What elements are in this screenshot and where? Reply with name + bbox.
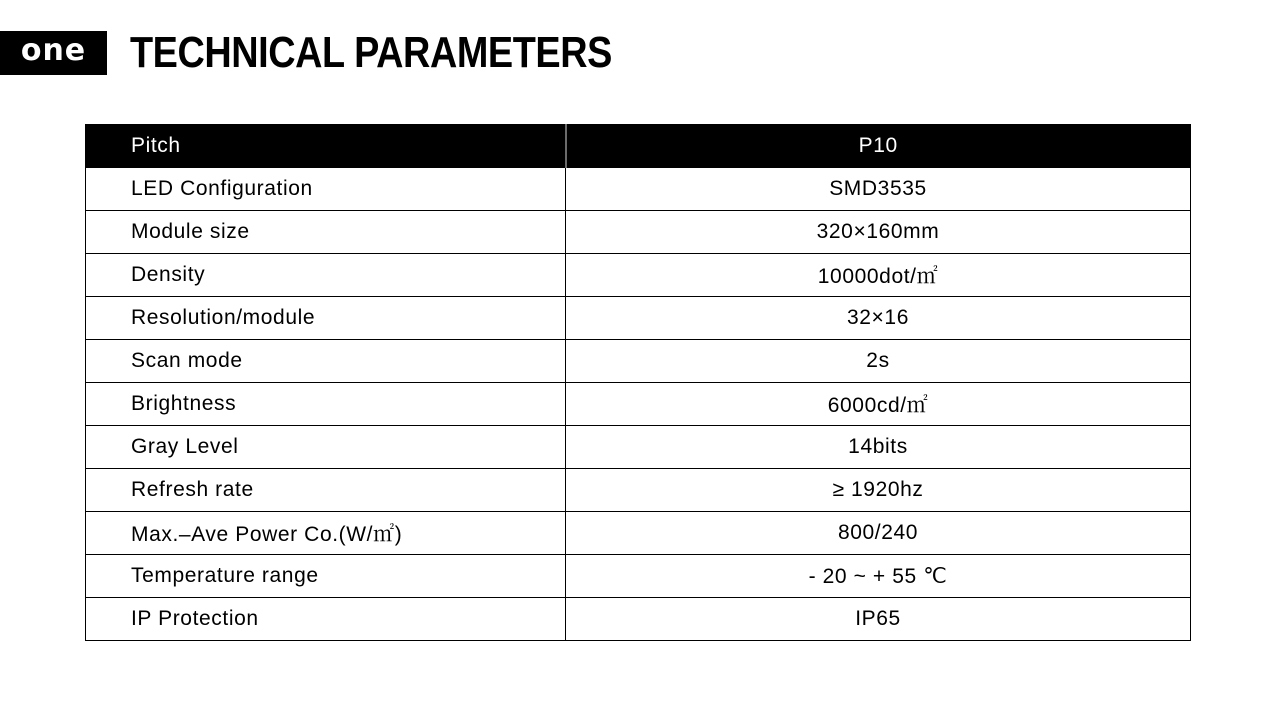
spec-row-power [86, 512, 1191, 555]
section-badge [0, 31, 107, 75]
spec-label: Scan mode [86, 340, 566, 383]
spec-label: Resolution/module [86, 297, 566, 340]
spec-label: Brightness [86, 383, 566, 426]
spec-row-led-configuration [86, 168, 1191, 211]
spec-value: 32×16 [566, 297, 1191, 340]
spec-row-pitch [86, 125, 1191, 168]
spec-label: Pitch [86, 125, 566, 168]
spec-value: 10000dot/㎡ [566, 254, 1191, 297]
spec-value: 14bits [566, 426, 1191, 469]
spec-value: 2s [566, 340, 1191, 383]
spec-value: IP65 [566, 598, 1191, 641]
spec-row-ip-protection [86, 598, 1191, 641]
spec-label: Max.–Ave Power Co.(W/㎡) [86, 512, 566, 555]
spec-row-density [86, 254, 1191, 297]
spec-label: LED Configuration [86, 168, 566, 211]
spec-row-gray-level [86, 426, 1191, 469]
spec-row-resolution [86, 297, 1191, 340]
spec-value: P10 [566, 125, 1191, 168]
spec-table [85, 124, 1191, 641]
spec-value: - 20 ~ + 55 ℃ [566, 555, 1191, 598]
spec-label: IP Protection [86, 598, 566, 641]
spec-row-scan-mode [86, 340, 1191, 383]
spec-row-brightness [86, 383, 1191, 426]
section-badge-label: one [20, 33, 87, 68]
spec-row-refresh-rate [86, 469, 1191, 512]
spec-value: 320×160mm [566, 211, 1191, 254]
spec-value: SMD3535 [566, 168, 1191, 211]
spec-row-module-size [86, 211, 1191, 254]
page-title: TECHNICAL PARAMETERS [130, 28, 612, 77]
spec-label: Gray Level [86, 426, 566, 469]
spec-label: Temperature range [86, 555, 566, 598]
spec-row-temperature [86, 555, 1191, 598]
spec-label: Density [86, 254, 566, 297]
spec-value: 800/240 [566, 512, 1191, 555]
spec-value: ≥ 1920hz [566, 469, 1191, 512]
spec-label: Module size [86, 211, 566, 254]
spec-value: 6000cd/㎡ [566, 383, 1191, 426]
spec-label: Refresh rate [86, 469, 566, 512]
